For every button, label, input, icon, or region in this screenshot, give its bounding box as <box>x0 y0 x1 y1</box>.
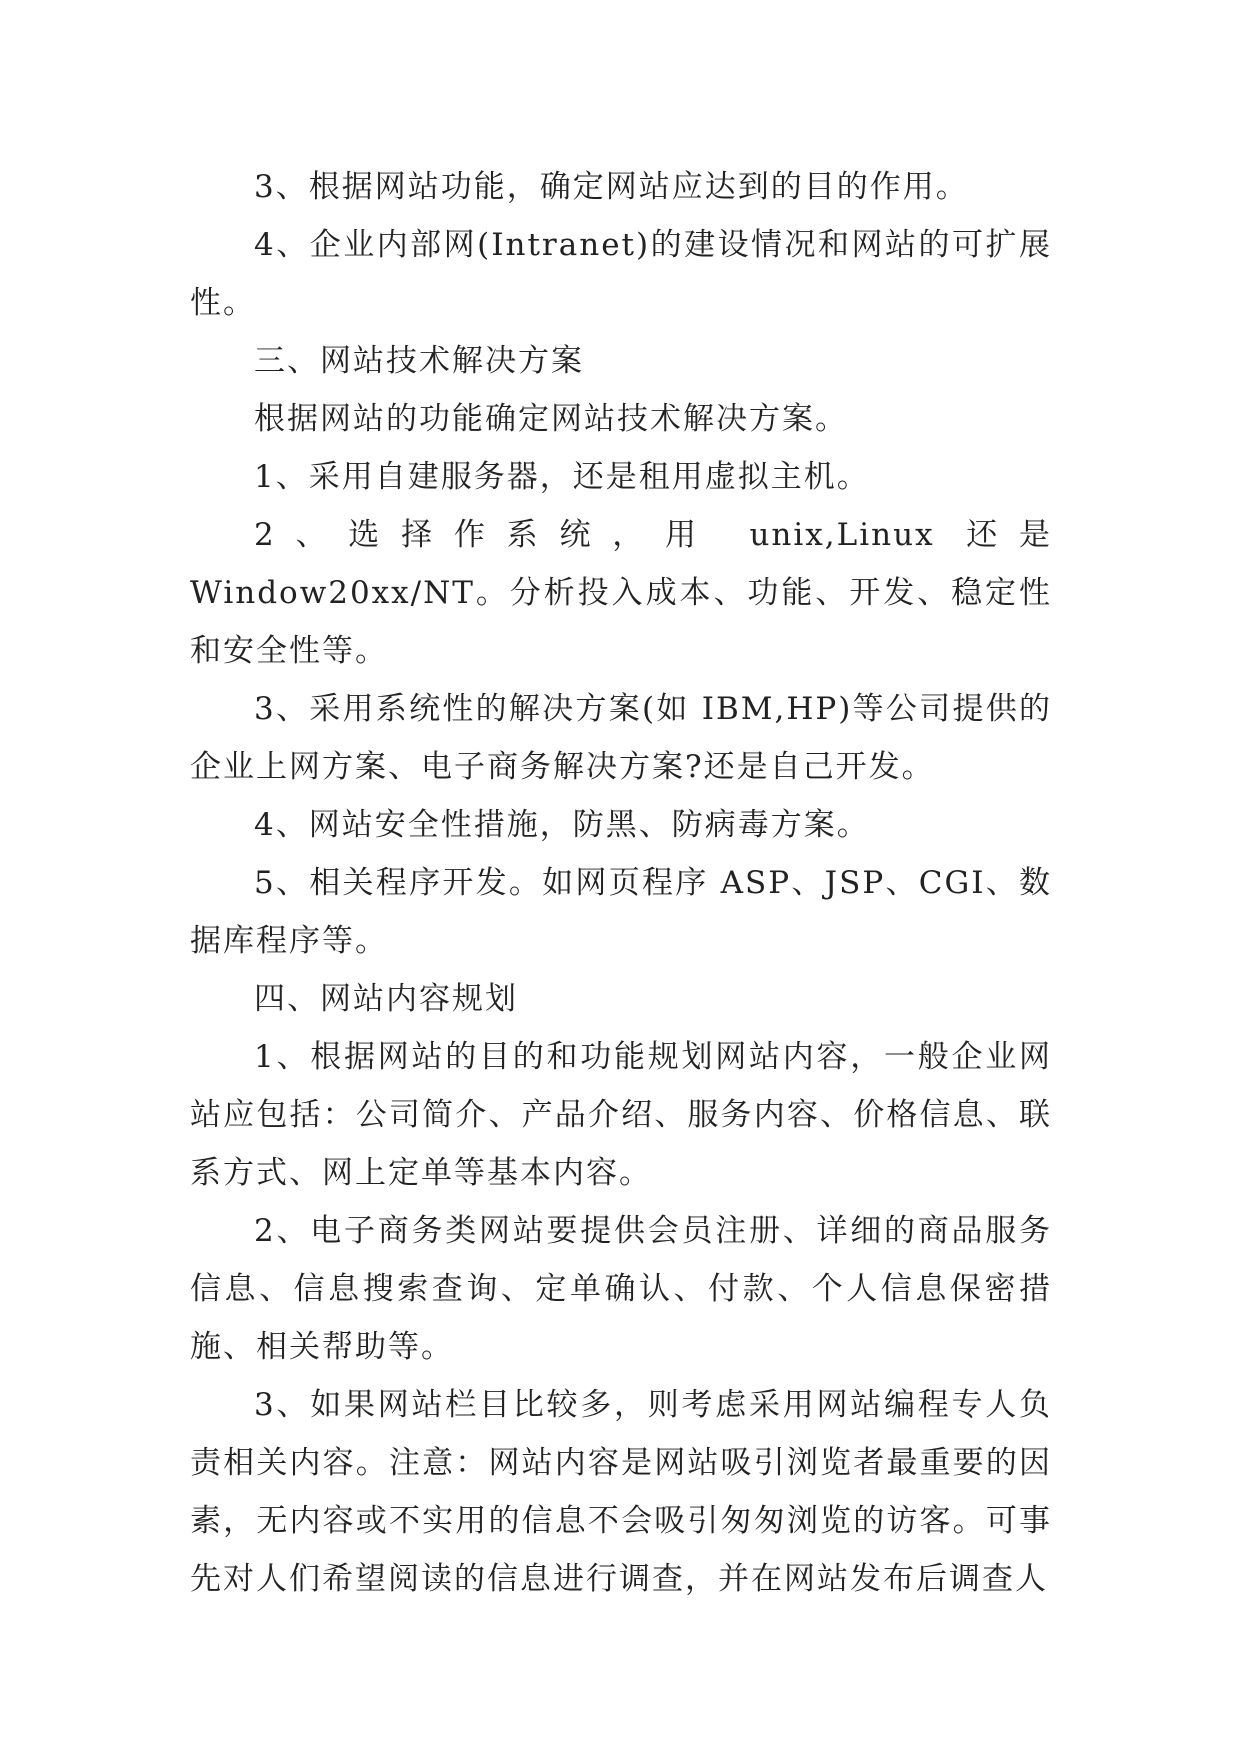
paragraph-tech-intro: 根据网站的功能确定网站技术解决方案。 <box>254 401 848 437</box>
paragraph-item-1-server: 1、采用自建服务器，还是租用虚拟主机。 <box>254 459 870 495</box>
section-heading-tech-solution: 三、网站技术解决方案 <box>254 343 584 379</box>
paragraph-item-1-content: 1、根据网站的目的和功能规划网站内容，一般企业网站应包括：公司简介、产品介绍、服务内容、价格信息、联系方式、网上定单等基本内容。 <box>190 1039 1052 1191</box>
paragraph-item-3-purpose: 3、根据网站功能，确定网站应达到的目的作用。 <box>254 169 969 205</box>
paragraph-item-3-system-solution: 3、采用系统性的解决方案(如 IBM,HP)等公司提供的企业上网方案、电子商务解决方案?还是自己开发。 <box>190 691 1052 785</box>
section-heading-content-planning: 四、网站内容规划 <box>254 981 518 1017</box>
paragraph-item-5-development: 5、相关程序开发。如网页程序 ASP、JSP、CGI、数据库程序等。 <box>190 865 1052 959</box>
paragraph-item-4-security: 4、网站安全性措施，防黑、防病毒方案。 <box>254 807 870 843</box>
paragraph-item-4-intranet: 4、企业内部网(Intranet)的建设情况和网站的可扩展性。 <box>190 227 1052 321</box>
paragraph-item-2-ecommerce: 2、电子商务类网站要提供会员注册、详细的商品服务信息、信息搜索查询、定单确认、付款、个人信息保密措施、相关帮助等。 <box>190 1213 1052 1365</box>
document-body <box>190 158 1052 1608</box>
paragraph-item-3-columns: 3、如果网站栏目比较多，则考虑采用网站编程专人负责相关内容。注意：网站内容是网站吸引浏览者最重要的因素，无内容或不实用的信息不会吸引匆匆浏览的访客。可事先对人们希望阅读的信息进行调查，并在网站发布后调查人 <box>190 1387 1052 1597</box>
paragraph-item-2-os: 2、选择作系统，用 unix,Linux 还是 Window20xx/NT。分析投入成本、功能、开发、稳定性和安全性等。 <box>190 517 1052 669</box>
